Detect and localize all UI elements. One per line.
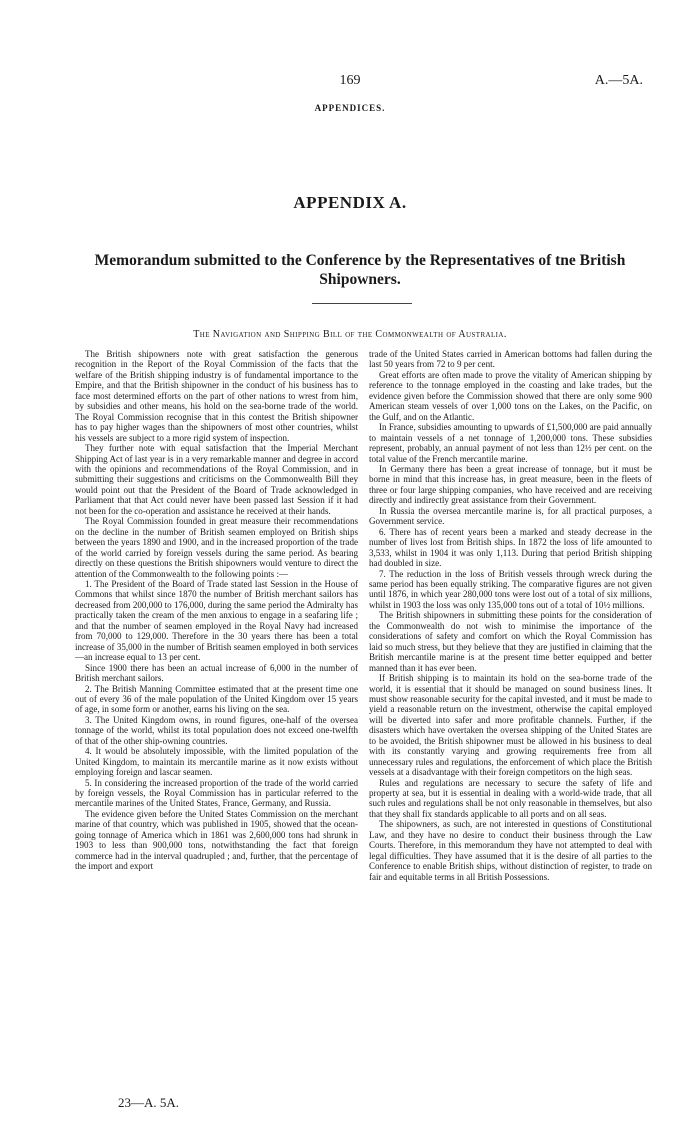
- paragraph: 1. The President of the Board of Trade stated last Session in the House of Commons that whilst since 1870 the number of British merchant sailors has decreased from 200,000 to 176,000, during the same period the Admiralty has practically taken the cream of the men anxious to engage in a seafaring life ; and that the number of seamen employed in the Royal Navy had increased from 70,000 to 129,000. Therefore in the 30 years there has been a total increase of 35,000 in the number of British seamen employed in both services—an increase equal to 13 per cent.: [75, 578, 358, 663]
- signature-reference: 23—A. 5A.: [118, 1095, 180, 1110]
- paragraph: The British shipowners in submitting these points for the consideration of the Commonwealth do not wish to minimise the importance of the considerations of safety and comfort on which the Royal Commission has laid so much stress, but they believe that they are justified in claiming that the British mercantile marine is at the present time better equipped and better manned than it has ever been.: [369, 610, 652, 673]
- paragraph: The shipowners, as such, are not interested in questions of Constitutional Law, and they have no desire to conduct their business through the Law Courts. Therefore, in this memorandum they have not attempted to deal with legal difficulties. They have assumed that it is the desire of all parties to the Conference to enable British ships, without distinction of register, to trade on fair and equitable terms in all British Possessions.: [369, 819, 652, 882]
- paragraph: 5. In considering the increased proportion of the trade of the world carried by foreign vessels, the Royal Commission has in particular referred to the mercantile marines of the United States, France, Germany, and Russia.: [75, 777, 358, 809]
- paragraph: 3. The United Kingdom owns, in round figures, one-half of the oversea tonnage of the world, whilst its total population does not exceed one-twelfth of that of the other ship-owning countries.: [75, 714, 358, 746]
- paragraph: trade of the United States carried in American bottoms had fallen during the last 50 years from 72 to 9 per cent.: [369, 349, 652, 370]
- page-number: 169: [339, 73, 361, 88]
- right-column: [369, 349, 652, 882]
- section-subtitle: The Navigation and Shipping Bill of the Commonwealth of Australia.: [193, 329, 507, 340]
- left-column: [75, 349, 358, 872]
- paragraph: Great efforts are often made to prove the vitality of American shipping by reference to the tonnage employed in the coasting and lake trades, but the evidence given before the Commission showed that there are only some 900 American steam vessels of over 1,000 tons on the Lakes, on the Pacific, on the Gulf, and on the Atlantic.: [369, 369, 652, 422]
- paragraph: In France, subsidies amounting to upwards of £1,500,000 are paid annually to maintain vessels of a net tonnage of 1,200,000 tons. These subsidies represent, probably, an annual payment of not less than 12½ per cent. on the total value of the French mercantile marine.: [369, 422, 652, 464]
- paragraph: 7. The reduction in the loss of British vessels through wreck during the same period has been equally striking. The comparative figures are not given until 1876, in which year 280,000 tons were lost out of a total of six millions, whilst in 1903 the loss was only 135,000 tons out of a total of 10½ millions.: [369, 568, 652, 610]
- paragraph: The Royal Commission founded in great measure their recommendations on the decline in the number of British seamen employed on British ships between the years 1890 and 1900, and in the increased proportion of the trade of the world carried by foreign vessels during the same period. As bearing directly on these questions the British shipowners would venture to direct the attention of the Commonwealth to the following points :—: [75, 516, 358, 579]
- paragraph: If British shipping is to maintain its hold on the sea-borne trade of the world, it is essential that it should be managed on sound business lines. It must show reasonable security for the capital invested, and it must be made to yield a reasonable return on the investment, otherwise the capital employed will be diverted into safer and more profitable channels. Further, if the disasters which have overtaken the oversea shipping of the United States are to be avoided, the British shipowner must be allowed in his business to deal with its constantly varying and growing requirements free from all unnecessary rules and regulations, the enforcement of which place the British vessels at a disadvantage with their foreign competitors on the high seas.: [369, 673, 652, 778]
- memorandum-title: Memorandum submitted to the Conference by the Representatives of tne British Shipowners.: [94, 252, 626, 288]
- paragraph: In Russia the oversea mercantile marine is, for all practical purposes, a Government service.: [369, 505, 652, 527]
- paragraph: The British shipowners note with great satisfaction the generous recognition in the Report of the Royal Commission of the facts that the welfare of the British shipping industry is of fundamental importance to the Empire, and that the British shipowner in the conduct of his business has to face most determined efforts on the part of other nations to wrest from him, by subsidies and other means, his hold on the sea-borne trade of the world. The Royal Commission recognise that in this contest the British shipowner has to pay higher wages than the shipowners of most other countries, whilst his vessels are subject to a more rigid system of inspection.: [75, 349, 358, 443]
- paragraph: 6. There has of recent years been a marked and steady decrease in the number of lives lost from British ships. In 1872 the loss of life amounted to 3,533, whilst in 1904 it was only 1,113. During that period British shipping had doubled in size.: [369, 526, 652, 569]
- paragraph: Since 1900 there has been an actual increase of 6,000 in the number of British merchant sailors.: [75, 662, 358, 684]
- paragraph: Rules and regulations are necessary to secure the safety of life and property at sea, but it is essential in dealing with a world-wide trade, that all such rules and regulations shall be not only reasonable in themselves, but also that they shall fix standards applicable to all ports and on all seas.: [369, 777, 652, 819]
- paragraph: In Germany there has been a great increase of tonnage, but it must be borne in mind that this increase has, in great measure, been in the fleets of three or four large shipping companies, who have received and are receiving directly and indirectly great assistance from their Government.: [369, 463, 652, 506]
- appendix-title: APPENDIX A.: [293, 193, 407, 212]
- document-reference: A.—5A.: [594, 73, 643, 88]
- paragraph: 4. It would be absolutely impossible, with the limited population of the United Kingdom, to maintain its mercantile marine as it now exists without employing foreign and lascar seamen.: [75, 746, 358, 778]
- paragraph: The evidence given before the United States Commission on the merchant marine of that country, which was published in 1905, showed that the ocean-going tonnage of America which in 1861 was 2,600,000 tons had shrunk in 1903 to less than 900,000 tons, notwithstanding the fact that foreign commerce had in the interval quadrupled ; and, further, that the percentage of the import and export: [75, 808, 358, 872]
- title-divider: [312, 303, 412, 304]
- paragraph: 2. The British Manning Committee estimated that at the present time one out of every 36 of the male population of the United Kingdom over 15 years of age, in some form or another, earns his living on the sea.: [75, 683, 358, 715]
- paragraph: They further note with equal satisfaction that the Imperial Merchant Shipping Act of last year is in a very remarkable manner and degree in accord with the opinions and recommendations of the Royal Commission, and in submitting their suggestions and criticisms on the Commonwealth Bill they would point out that the President of the Board of Trade acknowledged in Parliament that that Act could never have been passed last Session if it had not been for the co-operation and assistance he received at their hands.: [75, 443, 358, 516]
- running-head: APPENDICES.: [314, 103, 386, 113]
